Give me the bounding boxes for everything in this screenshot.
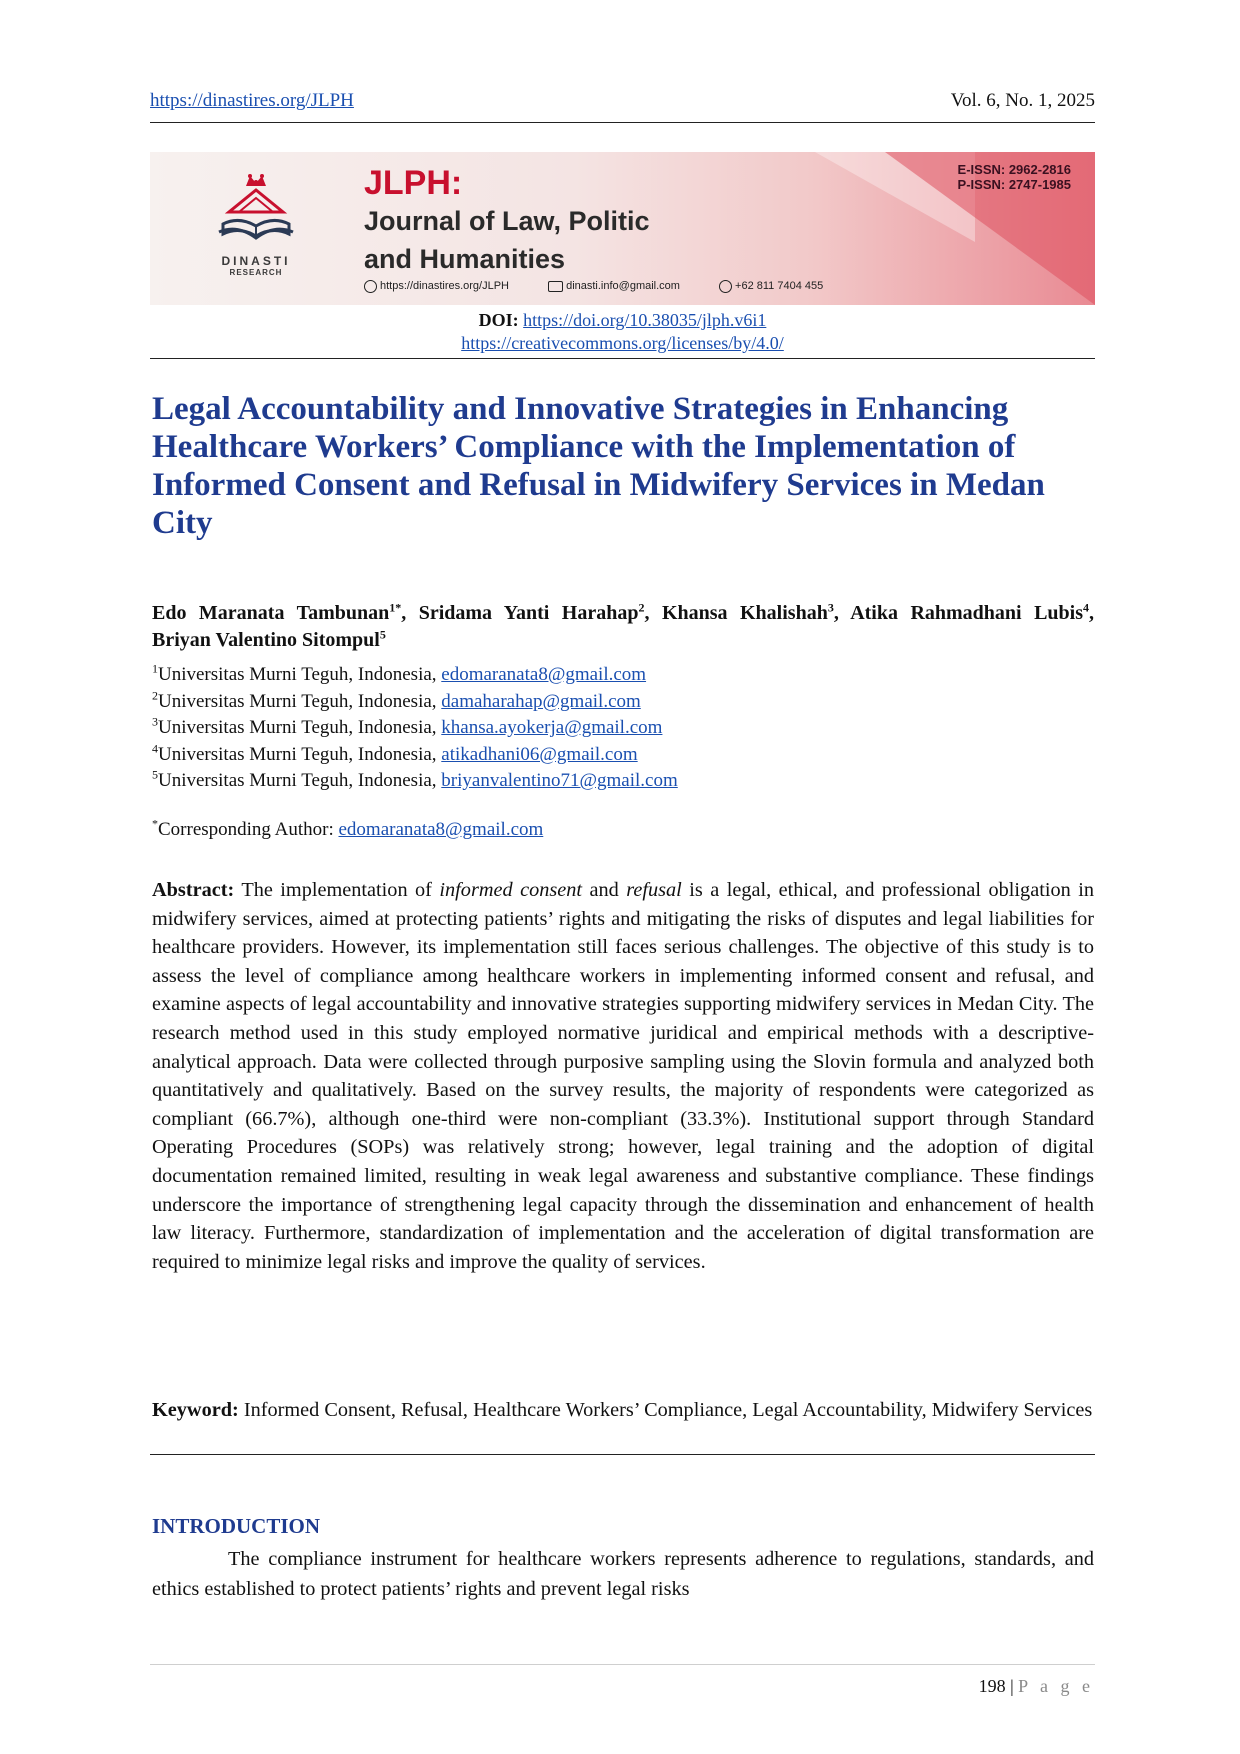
banner-contacts: [364, 280, 859, 293]
email-link[interactable]: damaharahap@gmail.com: [441, 690, 641, 712]
p-issn: P-ISSN: 2747-1985: [957, 177, 1071, 192]
journal-title-line-1: Journal of Law, Politic: [364, 206, 650, 236]
website-contact: [364, 280, 527, 292]
affiliation-item: $^5$Universitas Murni Teguh, Indonesia, briyanvalentino71@gmail.com: [152, 767, 678, 791]
phone-contact: [719, 280, 841, 292]
abstract: Abstract: The implementation of informed consent and refusal is a legal, ethical, and professional obligation in midwifery services, aimed at protecting patients’ rights and mitigating the risks of disputes and legal liabilities for healthcare providers. However, its implementation still faces serious challenges. The objective of this study is to assess the level of compliance among healthcare workers in implementing informed consent and refusal, and examine aspects of legal accountability and innovative strategies supporting midwifery services in Medan City. The research method used in this study employed normative juridical and empirical methods with a descriptive-analytical approach. Data were collected through purposive sampling using the Slovin formula and analyzed both quantitatively and qualitatively. Based on the survey results, the majority of respondents were categorized as compliant (66.7%), although one-third were non-compliant (33.3%). Institutional support through Standard Operating Procedures (SOPs) was relatively strong; however, legal training and the adoption of digital documentation remained limited, resulting in weak legal awareness and substantive compliance. These findings underscore the importance of strengthening legal capacity through the dissemination and enhancement of health law literacy. Furthermore, standardization of implementation and the acceleration of digital transformation are required to minimize legal risks and improve the quality of services.: [152, 879, 1094, 1273]
affiliation-item: $^3$Universitas Murni Teguh, Indonesia, khansa.ayokerja@gmail.com: [152, 714, 663, 738]
journal-banner: [150, 152, 1095, 305]
divider: [150, 1454, 1095, 1455]
author-name: Khansa Khalishah$^3$: [661, 600, 834, 624]
journal-name: [364, 164, 650, 278]
dinasti-logo: [206, 172, 306, 292]
license-link[interactable]: https://creativecommons.org/licenses/by/4.0/: [461, 333, 784, 353]
keywords-label: Keyword:: [152, 1399, 239, 1421]
globe-icon: [364, 280, 377, 293]
author-name: Edo Maranata Tambunan$^{1*}$: [152, 600, 402, 624]
phone-icon: [719, 280, 732, 293]
e-issn: E-ISSN: 2962-2816: [957, 162, 1071, 177]
book-crown-icon: [213, 172, 299, 252]
author-name: Sridama Yanti Harahap$^2$: [418, 600, 645, 624]
logo-subtitle: RESEARCH: [229, 268, 283, 277]
mail-icon: [548, 281, 563, 292]
corresponding-email-link[interactable]: edomaranata8@gmail.com: [338, 819, 544, 840]
section-heading-introduction: INTRODUCTION: [152, 1514, 321, 1538]
email-link[interactable]: briyanvalentino71@gmail.com: [441, 770, 678, 791]
phone-text: +62 811 7404 455: [735, 280, 824, 293]
doi-block: [150, 309, 1095, 355]
abstract-label: Abstract:: [152, 879, 235, 901]
email-link[interactable]: atikadhani06@gmail.com: [441, 743, 638, 765]
corresponding-author: *Corresponding Author: edomaranata8@gmail.com: [152, 816, 544, 840]
logo-name: DINASTI: [221, 254, 291, 268]
email-text: dinasti.info@gmail.com: [566, 280, 680, 293]
author-name: Briyan Valentino Sitompul$^5$: [152, 627, 386, 651]
divider: [150, 358, 1095, 359]
page-footer: 198 | P a g e: [978, 1676, 1094, 1696]
affiliation-item: $^4$Universitas Murni Teguh, Indonesia, atikadhani06@gmail.com: [152, 741, 638, 765]
running-header: [150, 86, 1095, 123]
journal-title-line-2: and Humanities: [364, 244, 566, 274]
affiliation-list: [152, 662, 1094, 795]
keywords: Keyword: Informed Consent, Refusal, Healthcare Workers’ Compliance, Legal Accountability, Midwifery Services: [152, 1399, 1093, 1421]
email-contact: [548, 280, 698, 292]
doi-link[interactable]: https://doi.org/10.38035/jlph.v6i1: [523, 310, 767, 330]
email-link[interactable]: khansa.ayokerja@gmail.com: [441, 717, 663, 738]
journal-abbreviation: JLPH:: [364, 164, 463, 202]
affiliation-item: $^2$Universitas Murni Teguh, Indonesia, damaharahap@gmail.com: [152, 688, 641, 712]
author-name: Atika Rahmadhani Lubis$^4$: [850, 600, 1089, 624]
journal-url-link[interactable]: https://dinastires.org/JLPH: [150, 90, 354, 111]
doi-label: DOI:: [478, 310, 519, 330]
author-list: Edo Maranata Tambunan$^{1*}$, Sridama Yanti Harahap$^2$, Khansa Khalishah$^3$, Atika Rahmadhani Lubis$^4$, Briyan Valentino Sitompul$^5$: [152, 600, 1094, 651]
issn-block: [958, 162, 1071, 192]
introduction-paragraph: The compliance instrument for healthcare workers represents adherence to regulations, standards, and ethics established to protect patients’ rights and prevent legal risks: [152, 1548, 1094, 1600]
footer-divider: [150, 1664, 1095, 1665]
volume-info: Vol. 6, No. 1, 2025: [950, 90, 1095, 111]
paper-title: Legal Accountability and Innovative Strategies in Enhancing Healthcare Workers’ Compliance with the Implementation of Informed Consent and Refusal in Midwifery Services in Medan City: [152, 391, 1045, 541]
page-label: P a g e: [1018, 1676, 1094, 1696]
website-text: https://dinastires.org/JLPH: [380, 280, 510, 293]
affiliation-item: $^1$Universitas Murni Teguh, Indonesia, edomaranata8@gmail.com: [152, 661, 647, 685]
page-number: 198: [978, 1676, 1006, 1696]
email-link[interactable]: edomaranata8@gmail.com: [441, 664, 647, 685]
